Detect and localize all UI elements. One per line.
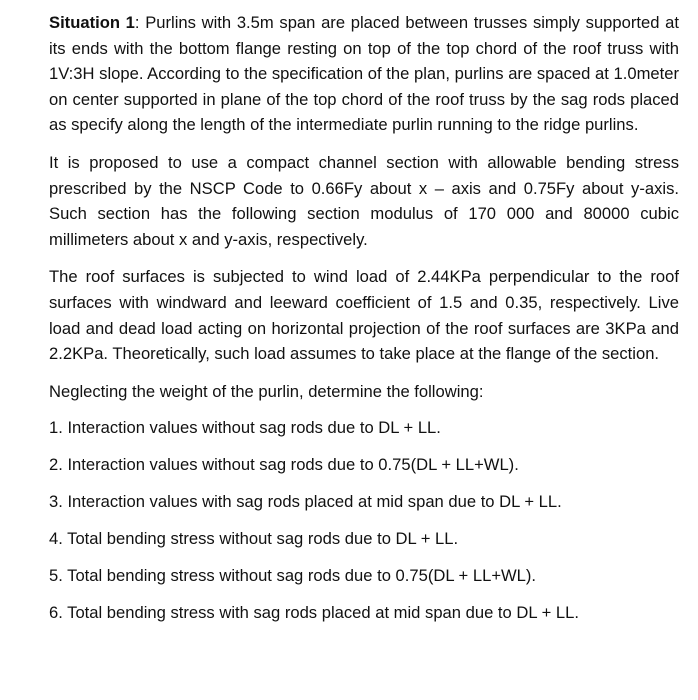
section-properties-paragraph: It is proposed to use a compact channel section with allowable bending stress prescribed by the NSCP Code to 0.66Fy about x – axis and 0.75Fy about y-axis. Such section has the following section modulus of 170 000 and 80000 cubic millimeters about x and y-axis, respectively.	[49, 152, 679, 249]
question-item: 3. Interaction values with sag rods placed at mid span due to DL + LL.	[49, 492, 562, 512]
question-item: 6. Total bending stress with sag rods placed at mid span due to DL + LL.	[49, 602, 579, 622]
situation-label: Situation 1	[49, 13, 135, 32]
situation-text: Purlins with 3.5m span are placed between trusses simply supported at its ends with the bottom flange resting on top of the top chord of the roof truss with 1V:3H slope. According to the specification of the plan, purlins are spaced at 1.0meter on center supported in plane of the top chord of the roof truss by the sag rods placed as specify along the length of the intermediate purlin running to the ridge purlins.	[49, 13, 679, 135]
question-item: 2. Interaction values without sag rods due to 0.75(DL + LL+WL).	[49, 455, 519, 475]
situation-colon: :	[134, 13, 140, 32]
question-item: 5. Total bending stress without sag rods due to 0.75(DL + LL+WL).	[49, 565, 537, 585]
question-item: 4. Total bending stress without sag rods due to DL + LL.	[49, 528, 459, 548]
question-item: 1. Interaction values without sag rods due to DL + LL.	[49, 418, 441, 438]
loading-paragraph: The roof surfaces is subjected to wind load of 2.44KPa perpendicular to the roof surfaces with windward and leeward coefficient of 1.5 and 0.35, respectively. Live load and dead load acting on horizontal projection of the roof surfaces are 3KPa and 2.2KPa. Theoretically, such load assumes to take place at the flange of the section.	[49, 267, 679, 364]
problem-document	[49, 10, 679, 637]
situation-paragraph	[49, 10, 679, 138]
questions-intro: Neglecting the weight of the purlin, determine the following:	[49, 381, 484, 401]
questions-list	[49, 415, 679, 625]
